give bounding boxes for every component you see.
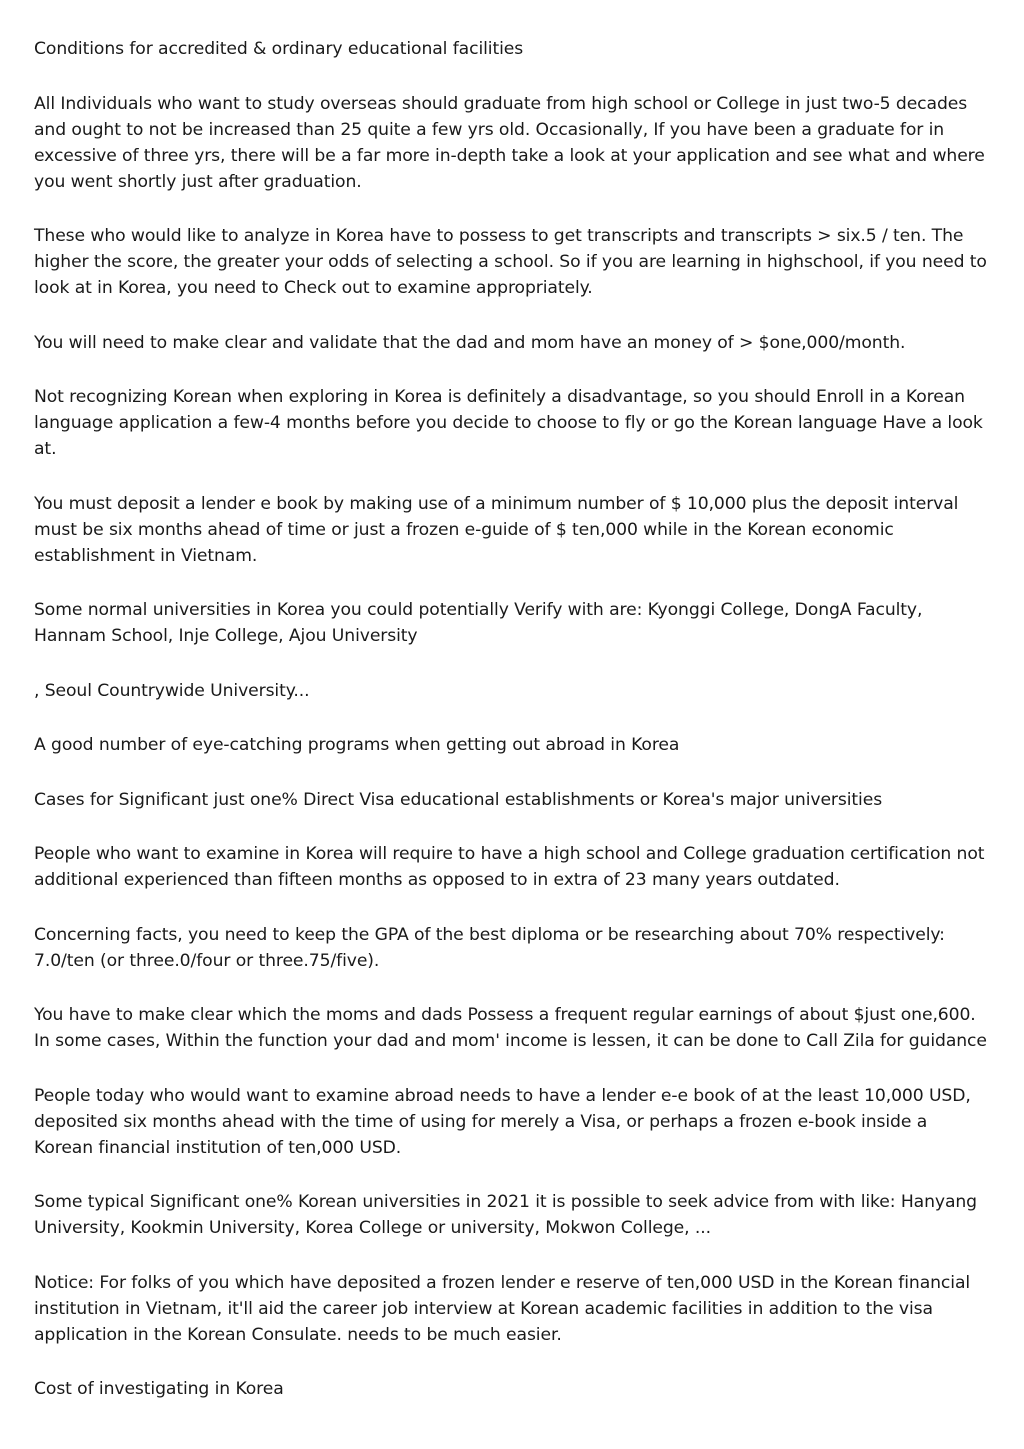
paragraph-top-universities-heading: Cases for Significant just one% Direct Visa educational establishments or Korea's major universities xyxy=(34,789,883,810)
paragraph-lender-book: People today who would want to examine abroad needs to have a lender e-e book of at the least 10,000 USD, deposited six months ahead with the time of using for merely a Visa, or perhaps a frozen e-book inside a Korean financial institution of ten,000 USD. xyxy=(34,1085,971,1158)
paragraph-korean-language: Not recognizing Korean when exploring in Korea is definitely a disadvantage, so you should Enroll in a Korean language application a few-4 months before you decide to choose to fly or go the Korean language Have a look at. xyxy=(34,387,983,459)
paragraph-bank-deposit: You must deposit a lender e book by making use of a minimum number of $ 10,000 plus the deposit interval must be six months ahead of time or just a frozen e-guide of $ ten,000 while in the Korean economic establishment in Vietnam. xyxy=(34,493,959,566)
section-heading-conditions: Conditions for accredited & ordinary educational facilities xyxy=(34,39,524,59)
paragraph-transcript-requirement: These who would like to analyze in Korea have to possess to get transcripts and transcripts > six.5 / ten. The higher the score, the greater your odds of selecting a school. So if you are learning in highschool, if you need to look at in Korea, you need to Check out to examine appropriately. xyxy=(34,226,987,298)
paragraph-age-requirement: People who want to examine in Korea will require to have a high school and College graduation certification not additional experienced than fifteen months as opposed to in extra of 23 many years outdated. xyxy=(34,844,985,890)
paragraph-parent-income: You will need to make clear and validate that the dad and mom have an money of > $one,000/month. xyxy=(34,332,906,353)
paragraph-normal-universities: Some normal universities in Korea you could potentially Verify with are: Kyonggi College, DongA Faculty, Hannam School, Inje College, Ajou University xyxy=(34,600,923,646)
paragraph-programs-heading: A good number of eye-catching programs when getting out abroad in Korea xyxy=(34,735,680,755)
paragraph-seoul-university: , Seoul Countrywide University... xyxy=(34,680,310,701)
paragraph-notice: Notice: For folks of you which have deposited a frozen lender e reserve of ten,000 USD in the Korean financial institution in Vietnam, it'll aid the career job interview at Korean academic facilities in addition to the visa application in the Korean Consulate. needs to be much easier. xyxy=(34,1272,971,1345)
paragraph-graduation-requirement: All Individuals who want to study overseas should graduate from high school or College in just two-5 decades and ought to not be increased than 25 quite a few yrs old. Occasionally, If you have been a graduate for in excessive of three yrs, there will be a far more in-depth take a look at your application and see what and where you went shortly just after graduation. xyxy=(34,93,985,192)
paragraph-top-universities-list: Some typical Significant one% Korean universities in 2021 it is possible to seek advice from with like: Hanyang University, Kookmin University, Korea College or university, Mokwon College, ... xyxy=(34,1192,977,1238)
paragraph-gpa-requirement: Concerning facts, you need to keep the GPA of the best diploma or be researching about 70% respectively: 7.0/ten (or three.0/four or three.75/five). xyxy=(34,924,945,971)
paragraph-monthly-earnings: You have to make clear which the moms and dads Possess a frequent regular earnings of about $just one,600. In some cases, Within the function your dad and mom' income is lessen, it can be done to Call Zila for guidance xyxy=(34,1005,987,1051)
paragraph-cost-heading: Cost of investigating in Korea xyxy=(34,1379,284,1399)
